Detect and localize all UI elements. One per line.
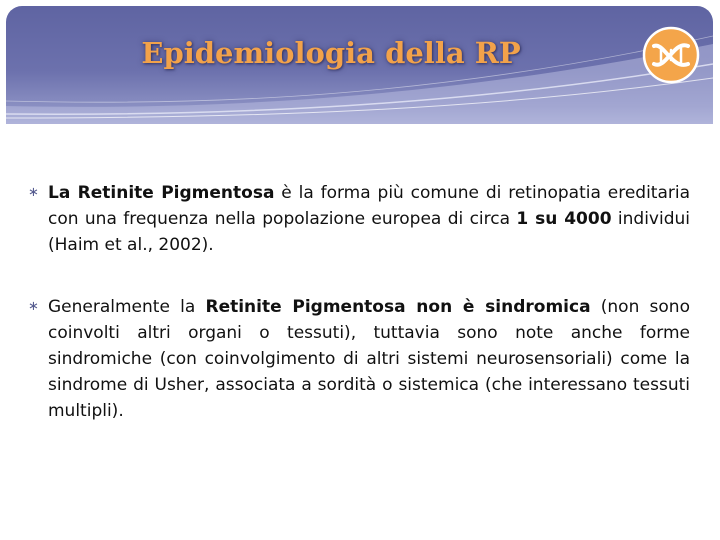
bold-text-segment: La Retinite Pigmentosa bbox=[48, 183, 275, 203]
bullet-list bbox=[28, 180, 690, 424]
bold-text-segment: Retinite Pigmentosa non è sindromica bbox=[205, 297, 591, 317]
asterisk-bullet-icon: ∗ bbox=[28, 185, 39, 200]
bold-text-segment: 1 su 4000 bbox=[516, 209, 612, 229]
text-segment: Generalmente la bbox=[48, 297, 206, 317]
text-segment: (non sono coinvolti altri organi o tessuti), tuttavia sono note anche forme sindromiche (con coinvolgimento di altri sistemi neurosensoriali) come la sindrome di Usher, associata a sordità o sistemica (che interessano tessuti multipli). bbox=[48, 297, 690, 421]
bullet-text bbox=[48, 297, 690, 421]
text-segment: è la forma più comune di retinopatia ereditaria con una frequenza nella popolazione europea di circa bbox=[48, 183, 691, 229]
title-banner bbox=[6, 6, 713, 124]
slide-title: Epidemiologia della RP bbox=[141, 36, 521, 70]
bullet-text bbox=[48, 183, 690, 255]
text-segment: individui (Haim et al., 2002). bbox=[48, 209, 690, 255]
dna-helix-icon bbox=[642, 26, 700, 84]
bullet-item bbox=[28, 294, 690, 424]
bullet-item bbox=[28, 180, 690, 258]
asterisk-bullet-icon: ∗ bbox=[28, 299, 39, 314]
